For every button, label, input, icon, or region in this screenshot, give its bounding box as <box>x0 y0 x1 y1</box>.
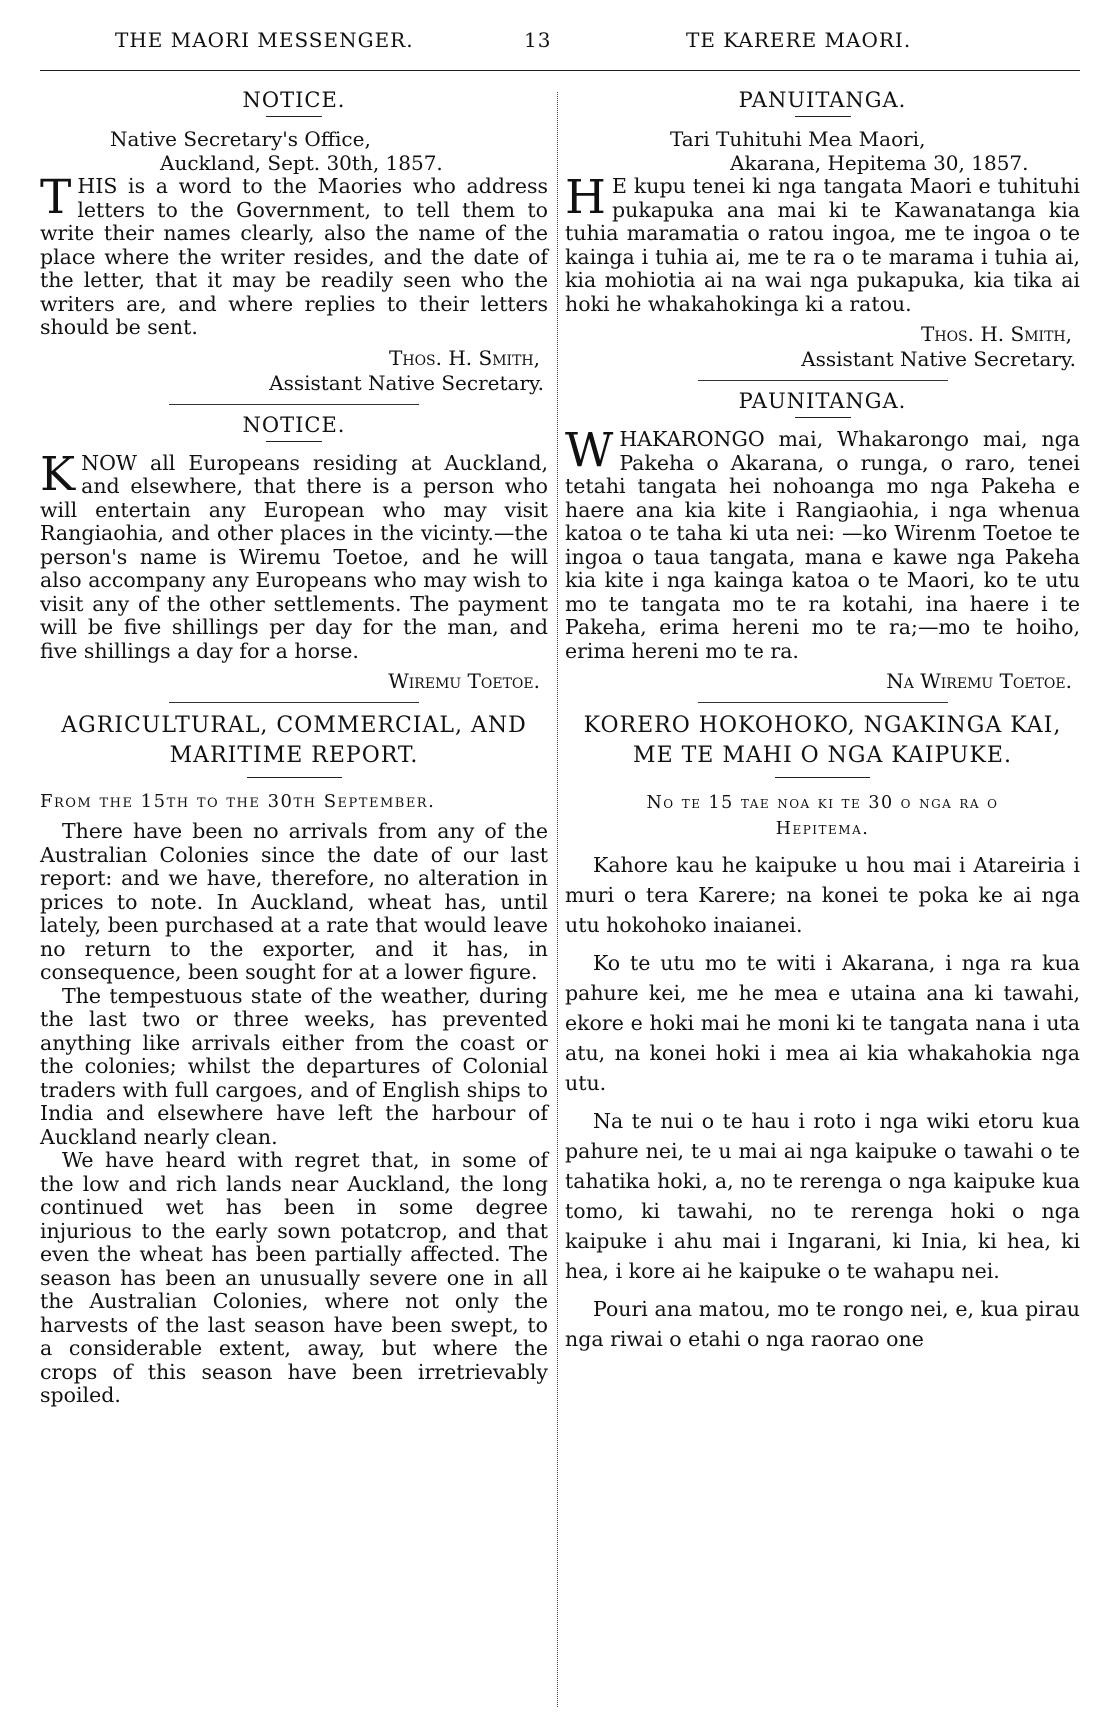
paunitanga-notice <box>565 389 1080 694</box>
notice-body <box>40 170 548 340</box>
drop-cap: T <box>40 170 72 225</box>
page-number: 13 <box>524 28 552 52</box>
report-heading <box>565 711 1080 771</box>
section-separator <box>698 702 948 703</box>
report-heading <box>40 711 548 771</box>
address-date-line: Akarana, Hepitema 30, 1857. <box>730 151 1029 175</box>
report-paragraph: Kahore kau he kaipuke u hou mai i Atareiria i muri o tera Karere; na konei te poka ke ai nga utu hokohoko inaianei. <box>565 853 1080 937</box>
notice-heading: NOTICE. <box>242 88 346 112</box>
report-heading-line: AGRICULTURAL, COMMERCIAL, AND <box>61 713 527 738</box>
address-line: Native Secretary's Office, <box>110 127 371 151</box>
notice-body-text: E kupu tenei ki nga tangata Maori e tuhituhi pukapuka ana mai ki te Kawanatanga kia tuhia maramatia o ratou ingoa, me te ingoa o te kainga i tuhia ai, me te ra o te marama i tuhia ai, kia mohiotia ai na wai nga pukapuka, kia tika ai hoki he whakahokinga ki a ratou. <box>565 174 1080 316</box>
notice-body-text: HAKARONGO mai, Whakarongo mai, nga Pakeha o Akarana, o runga, o raro, tenei tetahi tangata hei nohoanga mo nga Pakeha e haere ana kia kite i Rangiaohia, i nga whenua katoa o te taha ki uta nei: —ko Wirenm Toetoe te ingoa o taua tangata, mana e kawe nga Pakeha kia kite i nga kainga katoa o te Maori, ko te utu mo te tangata mo te ra kotahi, ina haere i te Pakeha, erima hereni mo te ra;—mo te hoiho, erima hereni mo te ra. <box>565 427 1080 663</box>
signature-name: Thos. H. Smith, <box>389 345 540 370</box>
report-paragraph: We have heard with regret that, in some of the low and rich lands near Auckland, the long continued wet has been in some degree injurious to the early sown potatcrop, and that even the wheat has been partially affected. The season has been an unusually severe one in all the Australian Colonies, where not only the harvests of the last season have been swept, to a considerable extent, away, but where the crops of this season have been irretrievably spoiled. <box>40 1148 548 1407</box>
report-dateline-line: No te 15 tae noa ki te 30 o nga ra o <box>646 793 999 813</box>
heading-rule <box>247 777 342 778</box>
english-column <box>40 80 548 1408</box>
report-heading-line: KORERO HOKOHOKO, NGAKINGA KAI, <box>583 713 1062 738</box>
address-date-line: Auckland, Sept. 30th, 1857. <box>160 151 443 175</box>
heading-rule <box>775 777 870 778</box>
notice-body <box>565 170 1080 316</box>
report-heading-line: ME TE MAHI O NGA KAIPUKE. <box>633 743 1012 768</box>
report-paragraph: Na te nui o te hau i roto i nga wiki etoru kua pahure nei, te u mai ai nga kaipuke o tawahi o te tahatika hoki, a, no te rerenga o nga kaipuke kua tomo, ki tawahi, no te rerenga hoki o nga kaipuke i ahu mai i Ingarani, ki Inia, ki hea, ki hea, i kore ai he kaipuke o te wahapu nei. <box>565 1109 1080 1283</box>
heading-rule <box>795 417 851 418</box>
report-paragraph: Ko te utu mo te witi i Akarana, i nga ra kua pahure kei, me he mea e utaina ana ki tawahi, ekore e hoki mai he moni ki te tangata nana i uta atu, na konei hoki i mea ai kia whakahokia nga utu. <box>565 951 1080 1095</box>
header-english-title: THE MAORI MESSENGER. <box>115 28 414 52</box>
header-maori-title: TE KARERE MAORI. <box>686 28 912 52</box>
report-heading-line: MARITIME REPORT. <box>169 743 419 768</box>
report-dateline-line: Hepitema. <box>775 819 870 839</box>
drop-cap: K <box>40 446 76 502</box>
report-paragraph: Pouri ana matou, mo te rongo nei, e, kua pirau nga riwai o etahi o nga raorao one <box>565 1297 1080 1351</box>
notice-body-text: HIS is a word to the Maories who address letters to the Government, to tell them to write their names clearly, also the name of the place where the writer resides, and the date of the letter, that it may be readily seen who the writers are, and where replies to their letters should be sent. <box>40 174 548 339</box>
column-divider <box>557 92 558 1707</box>
notice-body-text: NOW all Europeans residing at Auckland, and elsewhere, that there is a person who will entertain any European who may visit Rangiaohia, and other places in the vicinty.—the person's name is Wiremu Toetoe, and he will also accompany any Europeans who may wish to visit any of the other settlements. The payment will be five shillings per day for the man, and five shillings a day for a horse. <box>40 450 548 663</box>
signature-name: Wiremu Toetoe. <box>388 669 540 693</box>
notice-heading: PAUNITANGA. <box>738 389 907 413</box>
address-line: Tari Tuhituhi Mea Maori, <box>670 127 926 151</box>
maori-column <box>565 80 1080 1362</box>
heading-rule <box>266 116 322 117</box>
notice-wiremu-toetoe <box>40 413 548 695</box>
section-separator <box>169 404 419 405</box>
drop-cap: W <box>565 423 614 478</box>
notice-heading: PANUITANGA. <box>738 88 907 112</box>
signature-name: Na Wiremu Toetoe. <box>886 669 1072 693</box>
notice-body <box>565 423 1080 663</box>
report-paragraph: There have been no arrivals from any of the Australian Colonies since the date of our last report: and we have, therefore, no alteration in prices to note. In Auckland, wheat has, until lately, been purchased at a rate that would leave no return to the exporter, and it has, in consequence, been sought for at a lower figure. <box>40 819 548 984</box>
running-header <box>0 28 1114 62</box>
notice-heading: NOTICE. <box>242 412 346 437</box>
section-separator <box>698 380 948 381</box>
korero-hokohoko-report <box>565 711 1080 1354</box>
signature-name: Thos. H. Smith, <box>921 322 1072 346</box>
drop-cap: H <box>565 170 606 225</box>
report-dateline: From the 15th to the 30th September. <box>40 791 436 812</box>
signature-title: Assistant Native Secretary. <box>801 347 1076 371</box>
section-separator <box>169 702 419 703</box>
panuitanga-notice <box>565 88 1080 372</box>
notice-native-secretary <box>40 88 548 396</box>
agricultural-report <box>40 711 548 1408</box>
heading-rule <box>266 441 322 442</box>
signature-title: Assistant Native Secretary. <box>269 370 544 395</box>
report-dateline <box>565 790 1080 842</box>
header-rule <box>40 70 1080 71</box>
heading-rule <box>795 116 851 117</box>
notice-body <box>40 446 548 664</box>
report-paragraph: The tempestuous state of the weather, during the last two or three weeks, has prevented anything like arrivals either from the coast or the colonies; whilst the departures of Colonial traders with full cargoes, and of English ships to India and elsewhere have left the harbour of Auckland nearly clean. <box>40 983 548 1149</box>
